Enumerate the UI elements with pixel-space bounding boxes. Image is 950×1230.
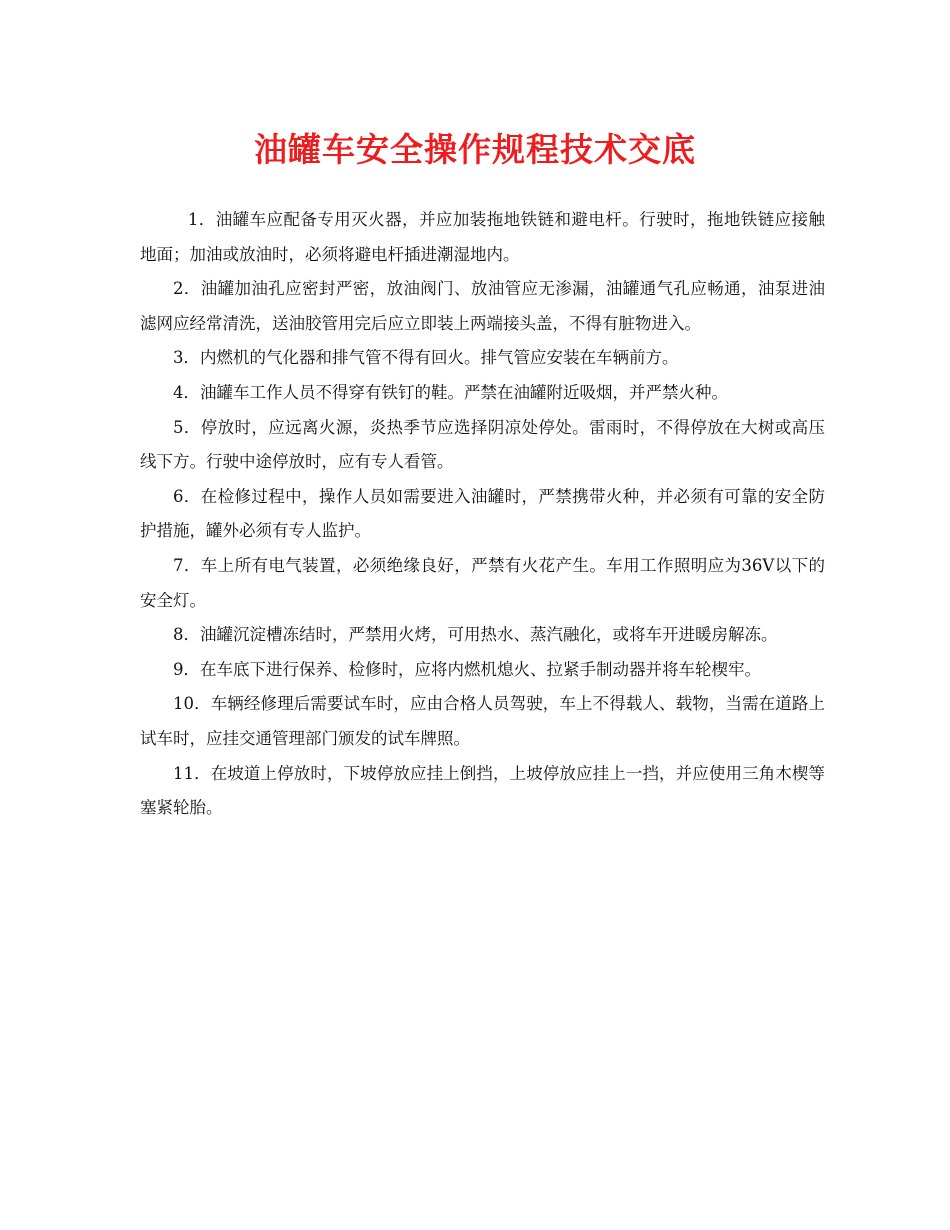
clause-3: 3．内燃机的气化器和排气管不得有回火。排气管应安装在车辆前方。 <box>173 348 679 368</box>
clause-11: 11．在坡道上停放时，下坡停放应挂上倒挡，上坡停放应挂上一挡，并应使用三角木楔等塞紧轮胎。 <box>140 763 825 818</box>
clause-7: 7．车上所有电气装置，必须绝缘良好，严禁有火花产生。车用工作照明应为36V以下的安全灯。 <box>140 555 825 610</box>
clause-10: 10．车辆经修理后需要试车时，应由合格人员驾驶，车上不得载人、载物，当需在道路上试车时，应挂交通管理部门颁发的试车牌照。 <box>140 694 825 748</box>
clause-9: 9．在车底下进行保养、检修时，应将内燃机熄火、拉紧手制动器并将车轮楔牢。 <box>173 659 761 679</box>
document-body <box>140 203 825 826</box>
clause-8: 8．油罐沉淀槽冻结时，严禁用火烤，可用热水、蒸汽融化，或将车开进暖房解冻。 <box>173 625 778 645</box>
clause-4: 4．油罐车工作人员不得穿有铁钉的鞋。严禁在油罐附近吸烟，并严禁火种。 <box>173 382 728 402</box>
clause-5: 5．停放时，应远离火源，炎热季节应选择阴凉处停处。雷雨时，不得停放在大树或高压线下方。行驶中途停放时，应有专人看管。 <box>140 417 825 472</box>
clause-6: 6．在检修过程中，操作人员如需要进入油罐时，严禁携带火种，并必须有可靠的安全防护措施，罐外必须有专人监护。 <box>140 486 825 541</box>
document-title: 油罐车安全操作规程技术交底 <box>254 130 696 169</box>
clause-2: 2．油罐加油孔应密封严密，放油阀门、放油管应无渗漏，油罐通气孔应畅通，油泵进油滤网应经常清洗，送油胶管用完后应立即装上两端接头盖，不得有脏物进入。 <box>140 279 825 333</box>
clause-1: 1．油罐车应配备专用灭火器，并应加装拖地铁链和避电杆。行驶时，拖地铁链应接触地面；加油或放油时，必须将避电杆插进潮湿地内。 <box>140 210 825 264</box>
